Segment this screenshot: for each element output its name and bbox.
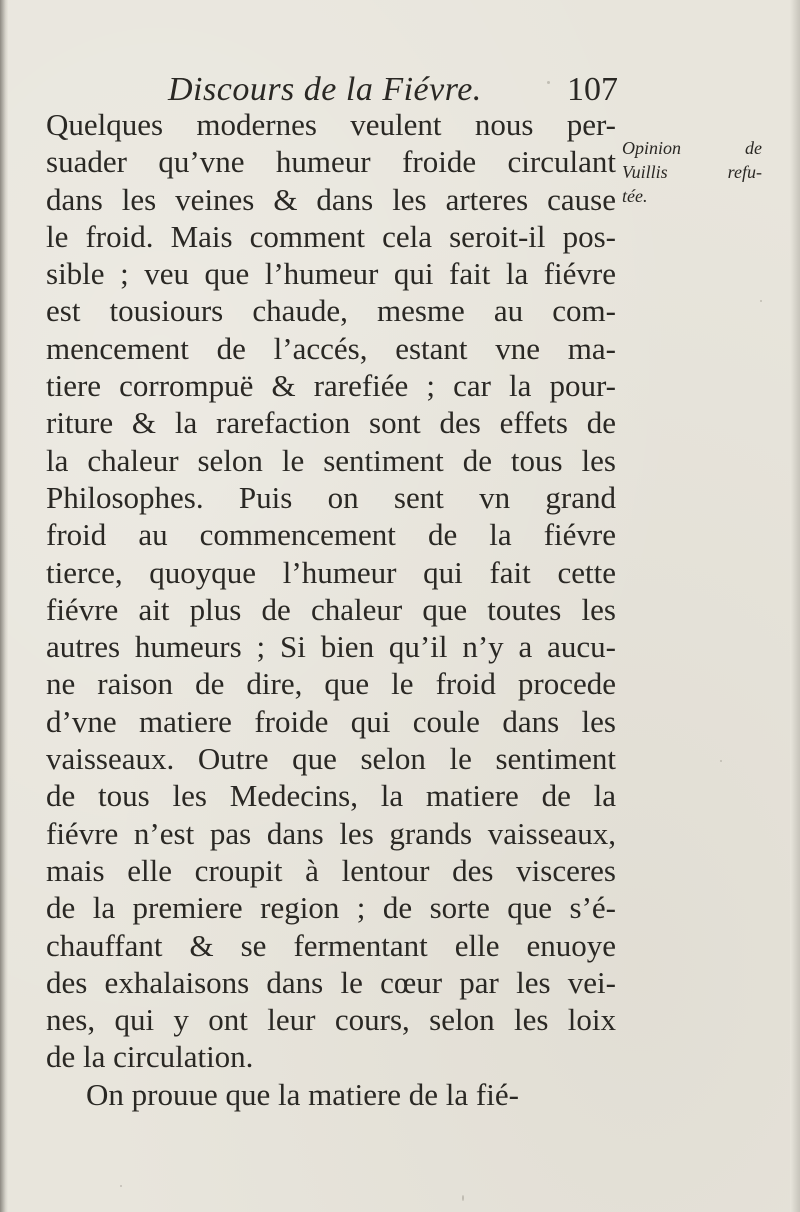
body-text — [46, 106, 616, 1113]
text-line: tierce, quoyque l’humeur qui fait cette — [46, 554, 616, 590]
text-line: de la premiere region ; de sorte que s’é- — [46, 890, 616, 926]
text-line: Philosophes. Puis on sent vn grand — [46, 479, 616, 515]
text-line: de tous les Medecins, la matiere de la — [46, 778, 616, 814]
text-line: la chaleur selon le sentiment de tous les — [46, 442, 616, 478]
text-line: sible ; veu que l’humeur qui fait la fiévre — [46, 256, 616, 292]
running-title: Discours de la Fiévre. — [168, 71, 482, 108]
text-line: nes, qui y ont leur cours, selon les loix — [46, 1002, 616, 1038]
text-line: fiévre n’est pas dans les grands vaisseaux, — [46, 815, 616, 851]
margin-note-line: Vuillis refu- — [622, 162, 762, 182]
text-line: mais elle croupit à lentour des visceres — [46, 852, 616, 888]
page-gutter-shadow — [0, 0, 8, 1212]
text-line: le froid. Mais comment cela seroit-il pos- — [46, 218, 616, 254]
text-line: suader qu’vne humeur froide circulant — [46, 144, 616, 180]
page-edge — [790, 0, 800, 1212]
text-line: fiévre ait plus de chaleur que toutes les — [46, 591, 616, 627]
text-line: d’vne matiere froide qui coule dans les — [46, 703, 616, 739]
margin-note — [622, 136, 762, 208]
text-line: froid au commencement de la fiévre — [46, 517, 616, 553]
text-line: mencement de l’accés, estant vne ma- — [46, 330, 616, 366]
text-line: On prouue que la matiere de la fié- — [86, 1076, 519, 1112]
text-line: des exhalaisons dans le cœur par les vei- — [46, 964, 616, 1000]
text-line: tiere corrompuë & rarefiée ; car la pour- — [46, 368, 616, 404]
text-line: de la circulation. — [46, 1039, 254, 1075]
margin-note-line: tée. — [622, 186, 648, 206]
text-line: Quelques modernes veulent nous per- — [46, 107, 616, 142]
text-line: ne raison de dire, que le froid procede — [46, 666, 616, 702]
margin-note-line: Opinion de — [622, 138, 762, 158]
text-line: est tousiours chaude, mesme au com- — [46, 293, 616, 329]
text-line: dans les veines & dans les arteres cause — [46, 181, 616, 217]
text-line: chauffant & se fermentant elle enuoye — [46, 927, 616, 963]
text-line: vaisseaux. Outre que selon le sentiment — [46, 741, 616, 777]
text-line: autres humeurs ; Si bien qu’il n’y a aucu- — [46, 629, 616, 665]
page-number: 107 — [567, 71, 618, 108]
text-line: riture & la rarefaction sont des effets de — [46, 405, 616, 441]
